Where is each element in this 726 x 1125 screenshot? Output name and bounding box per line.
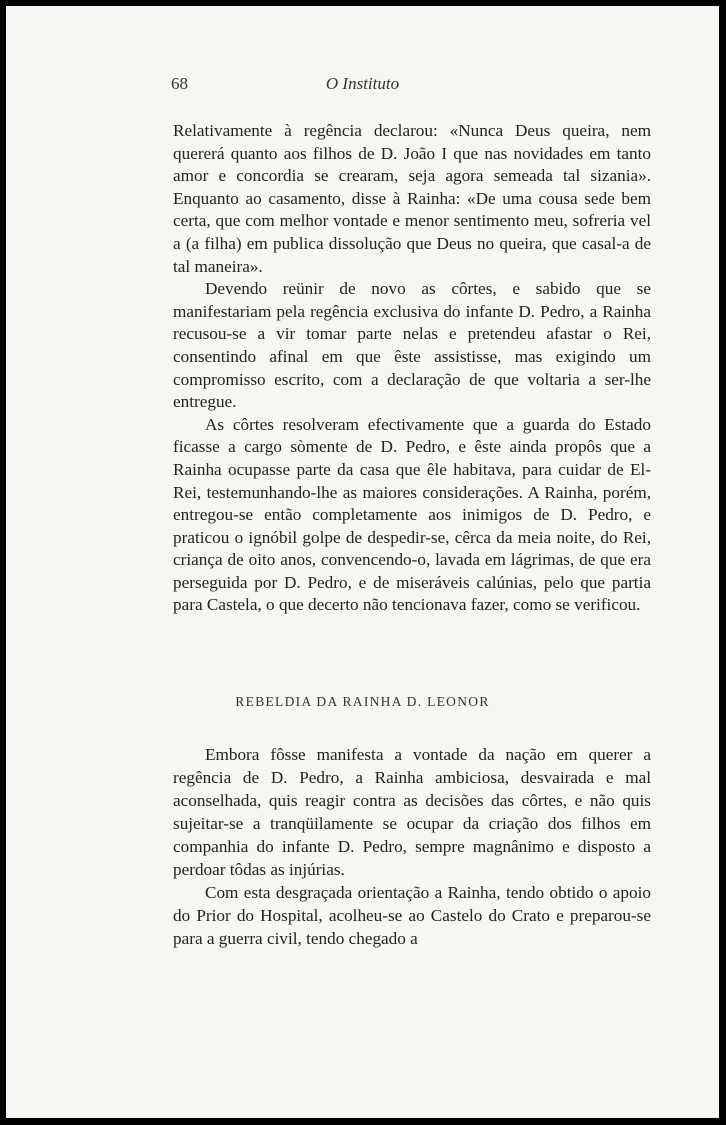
page-header xyxy=(6,74,719,98)
paragraph: Relativamente à regência declarou: «Nunca Deus queira, nem quererá quanto aos filhos de D. João I que nas novidades em tanto amor e concordia se crearam, seja agora semeada tal sizania». Enquanto ao casamento, disse à Rainha: «De uma cousa sede bem certa, que com melhor vontade e menor sentimento meu, sofreria vel a (a filha) em publica dissolução que Deus no queira, que casal-a de tal maneira». xyxy=(173,121,651,276)
page-number: 68 xyxy=(171,74,188,93)
body-text xyxy=(173,120,651,617)
section-title: REBELDIA DA RAINHA D. LEONOR xyxy=(235,694,490,709)
paragraph: Devendo reünir de novo as côrtes, e sabido que se manifestariam pela regência exclusiva do infante D. Pedro, a Rainha recusou-se a vir tomar parte nelas e pretendeu afastar o Rei, consentindo afinal em que êste assistisse, mas exigindo um compromisso escrito, com a declaração de que voltaria a ser-lhe entregue. xyxy=(173,279,651,412)
book-page xyxy=(6,6,719,1118)
paragraph: Embora fôsse manifesta a vontade da nação em querer a regência de D. Pedro, a Rainha ambiciosa, desvairada e mal aconselhada, quis reagir contra as decisões das côrtes, e não quis sujeitar-se a tranqüilamente se ocupar da criação dos filhos em companhia do infante D. Pedro, sempre magnânimo e disposto a perdoar tôdas as injúrias. xyxy=(173,745,651,879)
paragraph: Com esta desgraçada orientação a Rainha, tendo obtido o apoio do Prior do Hospital, acolheu-se ao Castelo do Crato e preparou-se para a guerra civil, tendo chegado a xyxy=(173,883,651,948)
running-title: O Instituto xyxy=(325,74,400,93)
section-body-text xyxy=(173,743,651,950)
paragraph: As côrtes resolveram efectivamente que a guarda do Estado ficasse a cargo sòmente de D. Pedro, e êste ainda propôs que a Rainha ocupasse parte da casa que êle habitava, para cuidar de El-Rei, testemunhando-lhe as maiores considerações. A Rainha, porém, entregou-se então completamente aos inimigos de D. Pedro, e praticou o ignóbil golpe de despedir-se, cêrca da meia noite, do Rei, criança de oito anos, convencendo-o, lavada em lágrimas, de que era perseguida por D. Pedro, e de miseráveis calúnias, pelo que partia para Castela, o que decerto não tencionava fazer, como se verificou. xyxy=(173,414,651,615)
